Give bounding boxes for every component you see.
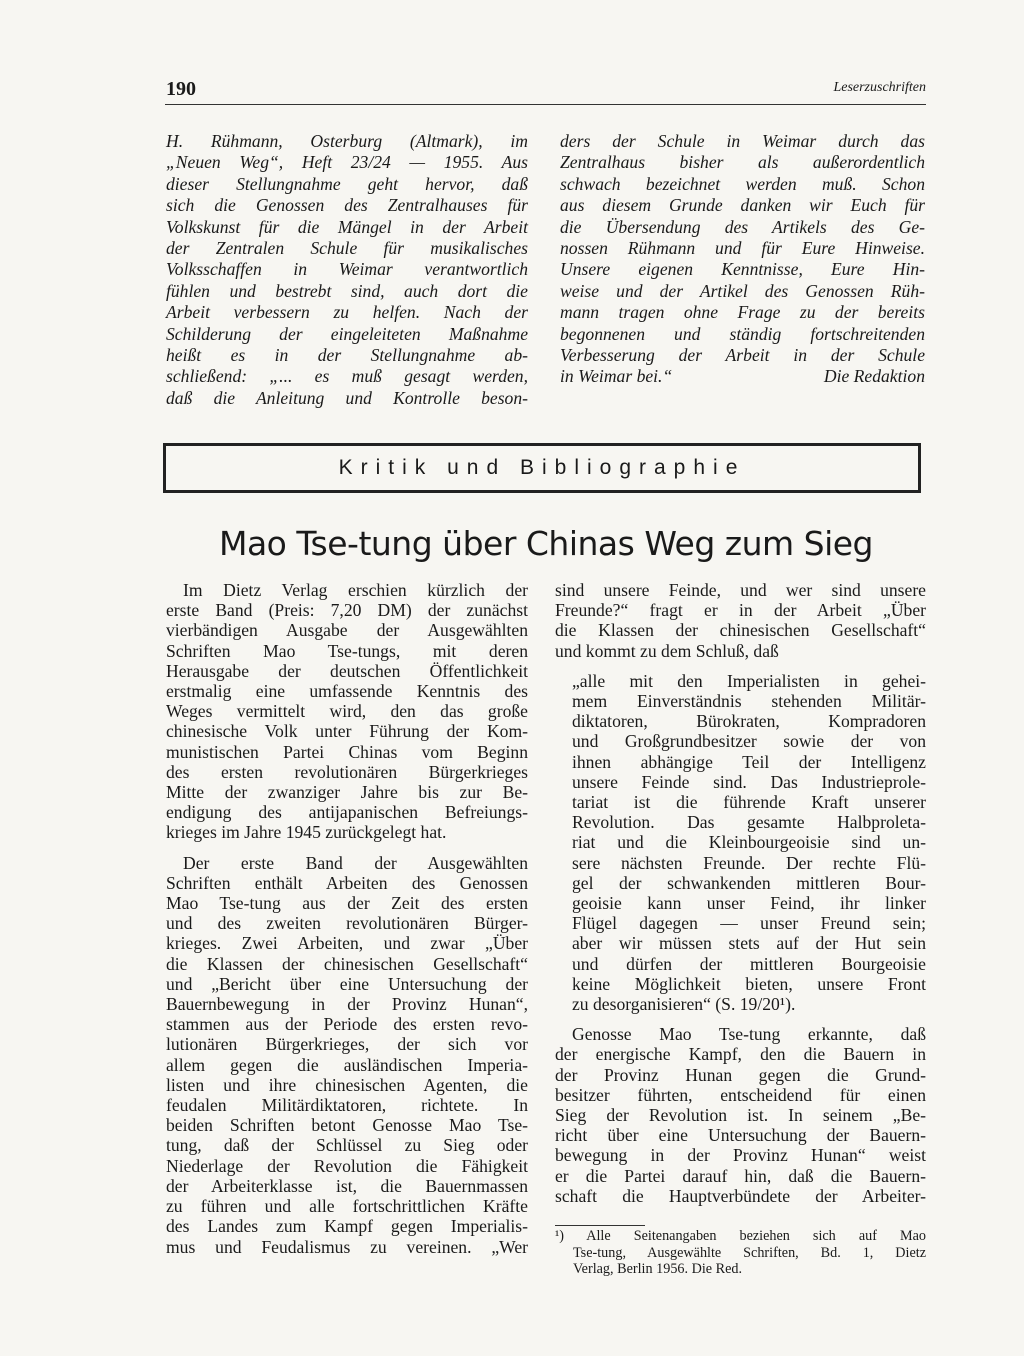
text-line: er die Partei darauf hin, daß die Bauern-	[555, 1165, 926, 1186]
text-line: die Klassen der chinesischen Gesellschaft“	[166, 953, 528, 974]
text-line: schaft die Hauptverbündete der Arbeiter-	[555, 1185, 926, 1206]
text-line: zu führen und alle fortschrittlichen Kräfte	[166, 1196, 528, 1217]
text-line: Revolution. Das gesamte Halbproleta-	[572, 812, 926, 833]
text-line: unsere Feinde sind. Das Industrieprole-	[572, 771, 926, 792]
text-line: „Neuen Weg“, Heft 23/24 — 1955. Aus	[166, 152, 528, 173]
text-line: des Landes zum Kampf gegen Imperialis-	[166, 1216, 528, 1237]
text-line: allem gegen die ausländischen Imperia-	[166, 1054, 528, 1075]
text-line: Herausgabe der deutschen Öffentlichkeit	[166, 660, 528, 681]
section-title: Kritik und Bibliographie	[338, 456, 746, 479]
text-line: mus und Feudalismus zu vereinen. „Wer	[166, 1236, 528, 1257]
text-line: der Arbeiterklasse ist, die Bauernmassen	[166, 1175, 528, 1196]
text-line: der Provinz Hunan gegen die Grund-	[555, 1064, 926, 1085]
text-line: stammen aus der Periode des ersten revo-	[166, 1014, 528, 1035]
text-line: mem Einverständnis stehenden Militär-	[572, 691, 926, 712]
paragraph	[166, 853, 528, 1257]
text-line: tung, daß der Schlüssel zu Sieg oder	[166, 1135, 528, 1156]
text-line: Verbesserung der Arbeit in der Schule	[560, 345, 925, 366]
text-line: Sieg der Revolution ist. In seinem „Be-	[555, 1105, 926, 1126]
text-line: aber wir müssen stets auf der Hut sein	[572, 933, 926, 954]
text-line: schwach bezeichnet werden muß. Schon	[560, 173, 925, 194]
text-line: sere nächsten Freunde. Der rechte Flü-	[572, 852, 926, 873]
text-line: Weges vermittelt wird, den das große	[166, 701, 528, 722]
text-line: diktatoren, Bürokraten, Kompradoren	[572, 711, 926, 732]
text-line: feudalen Militärdiktatoren, richtete. In	[166, 1095, 528, 1116]
text-line: tariat ist die führende Kraft unserer	[572, 792, 926, 813]
letter-column-left	[166, 131, 528, 409]
text-line: geoisie kann unser Feind, ihr linker	[572, 893, 926, 914]
text-line: Mitte der zwanziger Jahre bis zur Be-	[166, 782, 528, 803]
text-line: begonnenen und ständig fortschreitenden	[560, 323, 925, 344]
block-quote	[572, 671, 926, 1014]
footnote-rule	[555, 1225, 645, 1226]
text-line: und des zweiten revolutionären Bürger-	[166, 913, 528, 934]
text-line: Tse-tung, Ausgewählte Schriften, Bd. 1, Dietz	[573, 1244, 926, 1261]
signature: Die Redaktion	[823, 366, 925, 387]
closing-line	[560, 366, 925, 387]
text-line: Zentralhaus bisher als außerordentlich	[560, 152, 925, 173]
text-line: nossen Rühmann und für Eure Hinweise.	[560, 238, 925, 259]
text-line: H. Rühmann, Osterburg (Altmark), im	[166, 131, 528, 151]
text-line: bewegung in der Provinz Hunan“ weist	[555, 1145, 926, 1166]
text-line: endigung des antijapanischen Befreiungs-	[166, 802, 528, 823]
text-line: und dürfen der mittleren Bourgeoisie	[572, 953, 926, 974]
text-line: munistischen Partei Chinas vom Beginn	[166, 741, 528, 762]
text-line: keine Möglichkeit bieten, unsere Front	[572, 973, 926, 994]
footnote	[555, 1228, 926, 1278]
text-line: Bauernbewegung in der Provinz Hunan“,	[166, 994, 528, 1015]
text-line: chinesische Volk unter Führung der Kom-	[166, 721, 528, 742]
text-line: der energische Kampf, den die Bauern in	[555, 1044, 926, 1065]
running-head: Leserzuschriften	[833, 80, 926, 95]
text-line: Freunde?“ fragt er in der Arbeit „Über	[555, 600, 926, 621]
article-column-left	[166, 580, 528, 1257]
paragraph	[555, 1024, 926, 1206]
text-line: Volksschaffen in Weimar verantwortlich	[166, 259, 528, 280]
text-line: sich die Genossen des Zentralhauses für	[166, 195, 528, 216]
text-line: und Großgrundbesitzer sowie der von	[572, 731, 926, 752]
text-line: erste Band (Preis: 7,20 DM) der zunächst	[166, 600, 528, 621]
text-line: Genosse Mao Tse-tung erkannte, daß	[572, 1024, 926, 1045]
text-line: gel der schwankenden mittleren Bour-	[572, 872, 926, 893]
article-column-right	[555, 580, 926, 1206]
text-line: richt über eine Untersuchung der Bauern-	[555, 1125, 926, 1146]
text-line: Im Dietz Verlag erschien kürzlich der	[183, 580, 528, 600]
text-line: Niederlage der Revolution die Fähigkeit	[166, 1155, 528, 1176]
text-line: besitzer führten, entscheidend für einen	[555, 1084, 926, 1105]
text-line: listen und ihre chinesischen Agenten, die	[166, 1074, 528, 1095]
text-line: fühlen und bestrebt sind, auch dort die	[166, 280, 528, 301]
text-line: zu desorganisieren“ (S. 19/20¹).	[572, 994, 796, 1015]
text-line: vierbändigen Ausgabe der Ausgewählten	[166, 620, 528, 641]
text-line: erstmalig eine umfassende Kenntnis des	[166, 681, 528, 702]
text-line: mann tragen ohne Frage zu der bereits	[560, 302, 925, 323]
paragraph	[166, 580, 528, 843]
text-line: Schilderung der eingeleiteten Maßnahme	[166, 323, 528, 344]
text-line: ihnen abhängige Teil der Intelligenz	[572, 751, 926, 772]
text-line: Volkskunst für die Mängel in der Arbeit	[166, 216, 528, 237]
text-line: Der erste Band der Ausgewählten	[183, 852, 528, 873]
article-headline: Mao Tse-tung über Chinas Weg zum Sieg	[218, 524, 874, 563]
page-number: 190	[166, 78, 196, 100]
text-line: Unsere eigenen Kenntnisse, Eure Hin-	[560, 259, 925, 280]
text-line: Flügel dagegen — unser Freund sein;	[572, 913, 926, 934]
text-line: und kommt zu dem Schluß, daß	[555, 640, 779, 661]
text-line: daß die Anleitung und Kontrolle beson-	[166, 387, 528, 408]
text-line: „alle mit den Imperialisten in gehei-	[572, 670, 926, 691]
text-line: Verlag, Berlin 1956. Die Red.	[573, 1261, 743, 1277]
text-line: des ersten revolutionären Bürgerkrieges	[166, 761, 528, 782]
text-line: ders der Schule in Weimar durch das	[560, 131, 925, 151]
text-line: ¹) Alle Seitenangaben beziehen sich auf Mao	[555, 1228, 926, 1244]
text-line: lutionären Bürgerkrieges, der sich vor	[166, 1034, 528, 1055]
text-line: beiden Schriften betont Genosse Mao Tse-	[166, 1115, 528, 1136]
text-line: Schriften Mao Tse-tungs, mit deren	[166, 640, 528, 661]
text-line: dieser Stellungnahme geht hervor, daß	[166, 173, 528, 194]
text-line: krieges. Zwei Arbeiten, und zwar „Über	[166, 933, 528, 954]
text-line: die Übersendung des Artikels des Ge-	[560, 216, 925, 237]
text-line: aus diesem Grunde danken wir Euch für	[560, 195, 925, 216]
text-line: sind unsere Feinde, und wer sind unsere	[555, 580, 926, 600]
closing-text: in Weimar bei.“	[560, 366, 673, 387]
section-banner	[163, 443, 921, 493]
text-line: krieges im Jahre 1945 zurückgelegt hat.	[166, 822, 447, 843]
text-line: der Zentralen Schule für musikalisches	[166, 238, 528, 259]
letter-column-right	[560, 131, 925, 388]
header-rule	[165, 104, 926, 105]
text-line: Schriften enthält Arbeiten des Genossen	[166, 872, 528, 893]
text-line: und „Bericht über eine Untersuchung der	[166, 973, 528, 994]
text-line: heißt es in der Stellungnahme ab-	[166, 345, 528, 366]
text-line: die Klassen der chinesischen Gesellschaft“	[555, 620, 926, 641]
text-line: riat und die Kleinbourgeoisie sind un-	[572, 832, 926, 853]
text-line: schließend: „... es muß gesagt werden,	[166, 366, 528, 387]
text-line: Mao Tse-tung aus der Zeit des ersten	[166, 893, 528, 914]
paragraph	[555, 580, 926, 661]
text-line: Arbeit verbessern zu helfen. Nach der	[166, 302, 528, 323]
text-line: weise und der Artikel des Genossen Rüh-	[560, 280, 925, 301]
